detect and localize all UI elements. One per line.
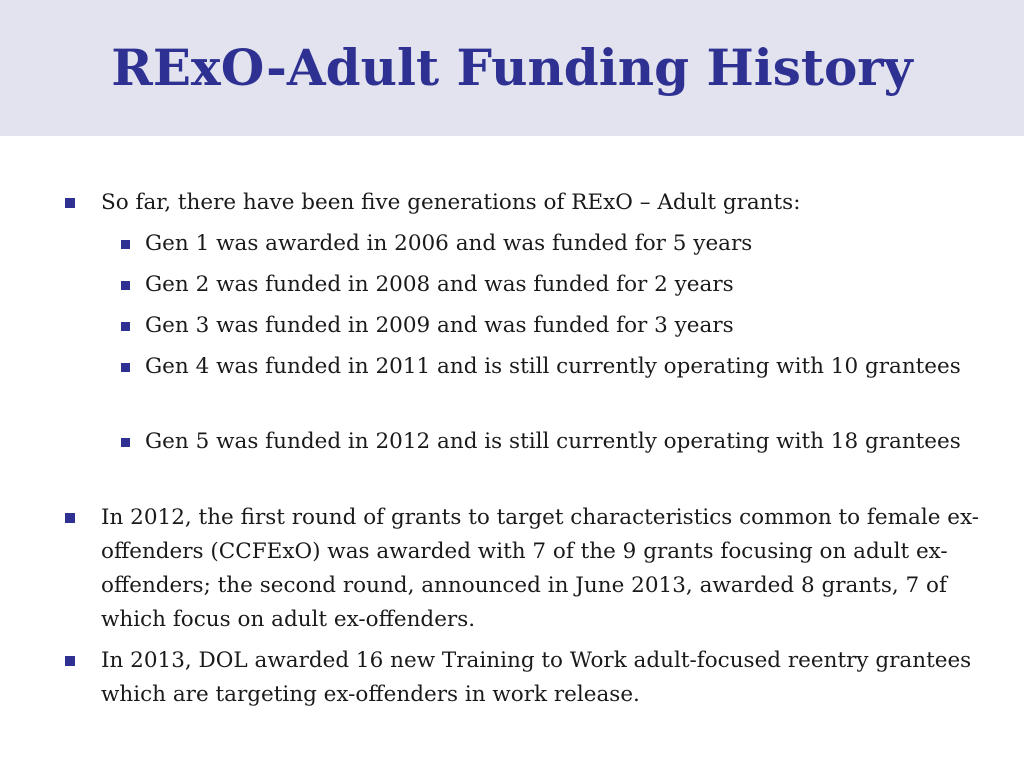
square-bullet-icon bbox=[121, 363, 130, 372]
sub-bullet-gen4 bbox=[145, 350, 975, 384]
sub-bullet-gen2 bbox=[145, 268, 975, 302]
bullet-text: Gen 5 was funded in 2012 and is still currently operating with 18 grantees bbox=[145, 429, 961, 454]
square-bullet-icon bbox=[65, 656, 75, 666]
slide-title: RExO-Adult Funding History bbox=[111, 38, 913, 97]
bullet-item-intro bbox=[101, 186, 981, 220]
square-bullet-icon bbox=[121, 322, 130, 331]
square-bullet-icon bbox=[65, 513, 75, 523]
square-bullet-icon bbox=[121, 438, 130, 447]
bullet-text: So far, there have been five generations of RExO – Adult grants: bbox=[101, 190, 801, 215]
bullet-text: Gen 1 was awarded in 2006 and was funded for 5 years bbox=[145, 231, 753, 256]
square-bullet-icon bbox=[121, 240, 130, 249]
bullet-text: Gen 4 was funded in 2011 and is still currently operating with 10 grantees bbox=[145, 354, 961, 379]
bullet-text: In 2012, the first round of grants to target characteristics common to female ex-offenders (CCFExO) was awarded with 7 of the 9 grants focusing on adult ex-offenders; the second round, announced in June 2013, awarded 8 grants, 7 of which focus on adult ex-offenders. bbox=[101, 505, 979, 632]
bullet-item-ccfexo bbox=[101, 501, 981, 637]
sub-bullet-gen5 bbox=[145, 425, 975, 459]
bullet-text: In 2013, DOL awarded 16 new Training to Work adult-focused reentry grantees which are targeting ex-offenders in work release. bbox=[101, 648, 972, 707]
bullet-text: Gen 3 was funded in 2009 and was funded for 3 years bbox=[145, 313, 734, 338]
square-bullet-icon bbox=[121, 281, 130, 290]
square-bullet-icon bbox=[65, 198, 75, 208]
bullet-item-training-to-work bbox=[101, 644, 981, 712]
bullet-text: Gen 2 was funded in 2008 and was funded for 2 years bbox=[145, 272, 734, 297]
sub-bullet-gen1 bbox=[145, 227, 975, 261]
sub-bullet-gen3 bbox=[145, 309, 975, 343]
